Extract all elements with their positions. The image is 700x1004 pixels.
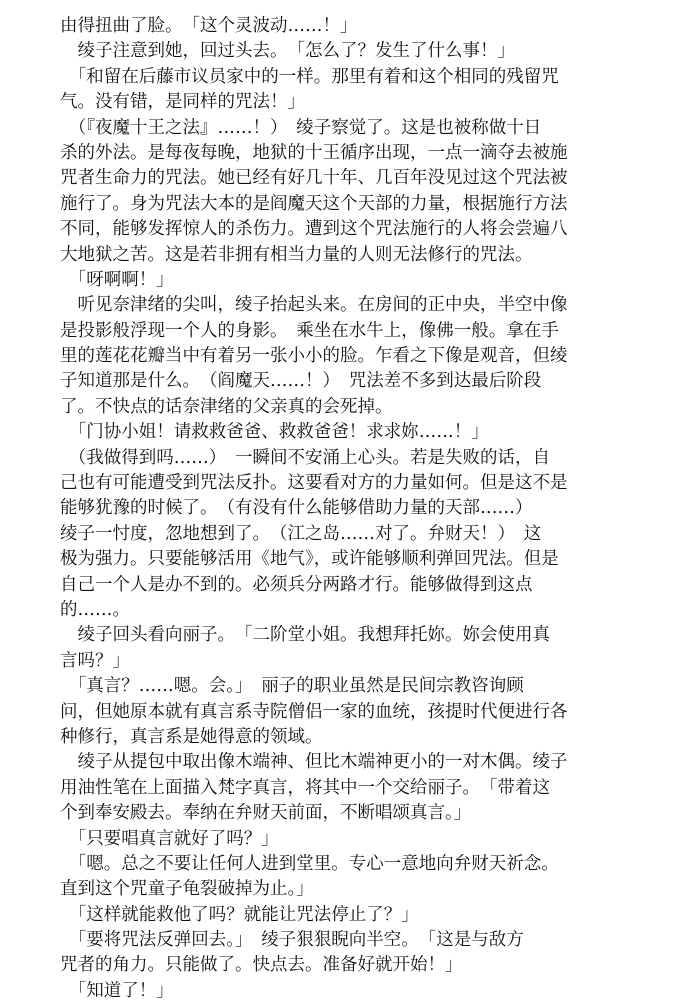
text-line: 问，但她原本就有真言系寺院僧侣一家的血统，孩提时代便进行各 (60, 701, 568, 722)
text-line: 不同，能够发挥惊人的杀伤力。遭到这个咒法施行的人将会尝遍八 (60, 219, 568, 240)
text-line: 极为强力。只要能够活用《地气》，或许能够顺利弹回咒法。但是 (60, 549, 559, 570)
text-line: 里的莲花花瓣当中有着另一张小小的脸。乍看之下像是观音，但绫 (60, 346, 568, 367)
text-line: 是投影般浮现一个人的身影。 乘坐在水牛上，像佛一般。拿在手 (60, 320, 559, 341)
text-line: 自己一个人是办不到的。必须兵分两路才行。能够做得到这点 (60, 574, 533, 595)
text-line: 气。没有错，是同样的咒法！」 (60, 92, 305, 113)
text-line: 咒者的角力。只能做了。快点去。准备好就开始！」 (60, 955, 463, 976)
text-line: 「嗯。总之不要让任何人进到堂里。专心一意地向弁财天祈念。 (60, 853, 559, 874)
text-line: 「要将咒法反弹回去。」 绫子狠狠睨向半空。 「这是与敌方 (60, 930, 524, 951)
text-line: 「知道了！」 (60, 980, 174, 1001)
text-line: 种修行，真言系是她得意的领域。 (60, 726, 323, 747)
text-line: 绫子注意到她，回过头去。 「怎么了？发生了什么事！」 (60, 41, 515, 62)
text-line: 能够犹豫的时候了。 （有没有什么能够借助力量的天部……） (60, 498, 533, 519)
text-line: 「这样就能救他了吗？就能让咒法停止了？」 (60, 904, 419, 925)
text-line: 「只要唱真言就好了吗？」 (60, 828, 279, 849)
text-line: 「呀啊啊！」 (60, 269, 174, 290)
text-line: 大地狱之苦。这是若非拥有相当力量的人则无法修行的咒法。 (60, 244, 533, 265)
text-line: 绫子回头看向丽子。 「二阶堂小姐。我想拜托妳。妳会使用真 (60, 625, 550, 646)
text-line: 杀的外法。是每夜每晚，地狱的十王循序出现，一点一滴夺去被施 (60, 142, 568, 163)
text-line: 子知道那是什么。 （阎魔天……！） 咒法差不多到达最后阶段 (60, 371, 542, 392)
text-line: 由得扭曲了脸。 「这个灵波动……！」 (60, 16, 358, 36)
text-line: 施行了。身为咒法大本的是阎魔天这个天部的力量，根据施行方法 (60, 193, 568, 214)
text-line: 「真言？……嗯。会。」 丽子的职业虽然是民间宗教咨询顾 (60, 676, 524, 697)
text-line: 绫子从提包中取出像木端神、但比木端神更小的一对木偶。绫子 (60, 752, 568, 773)
text-line: 的……。 (60, 599, 130, 620)
text-line: 用油性笔在上面描入梵字真言，将其中一个交给丽子。 「带着这 (60, 777, 550, 798)
text-line: （我做得到吗……） 一瞬间不安涌上心头。若是失败的话，自 (60, 447, 550, 468)
text-line: 言吗？」 (60, 650, 130, 671)
text-line: 绫子一忖度，忽地想到了。 （江之岛……对了。弁财天！） 这 (60, 523, 542, 544)
document-page (60, 14, 640, 1004)
text-line: 「和留在后藤市议员家中的一样。那里有着和这个相同的残留咒 (60, 66, 559, 87)
text-line: 了。不快点的话奈津绪的父亲真的会死掉。 (60, 396, 393, 417)
text-line: 听见奈津绪的尖叫，绫子抬起头来。在房间的正中央，半空中像 (60, 295, 568, 316)
text-line: 直到这个咒童子龟裂破掉为止。」 (60, 879, 314, 900)
text-line: （『夜魔十王之法』……！） 绫子察觉了。这是也被称做十日 (60, 117, 542, 138)
text-line: 「门协小姐！请救救爸爸、救救爸爸！求求妳……！」 (60, 422, 489, 443)
text-line: 己也有可能遭受到咒法反扑。这要看对方的力量如何。但是这不是 (60, 473, 568, 494)
text-line: 个到奉安殿去。奉纳在弁财天前面，不断唱颂真言。」 (60, 803, 472, 824)
text-line: 咒者生命力的咒法。她已经有好几十年、几百年没见过这个咒法被 (60, 168, 568, 189)
